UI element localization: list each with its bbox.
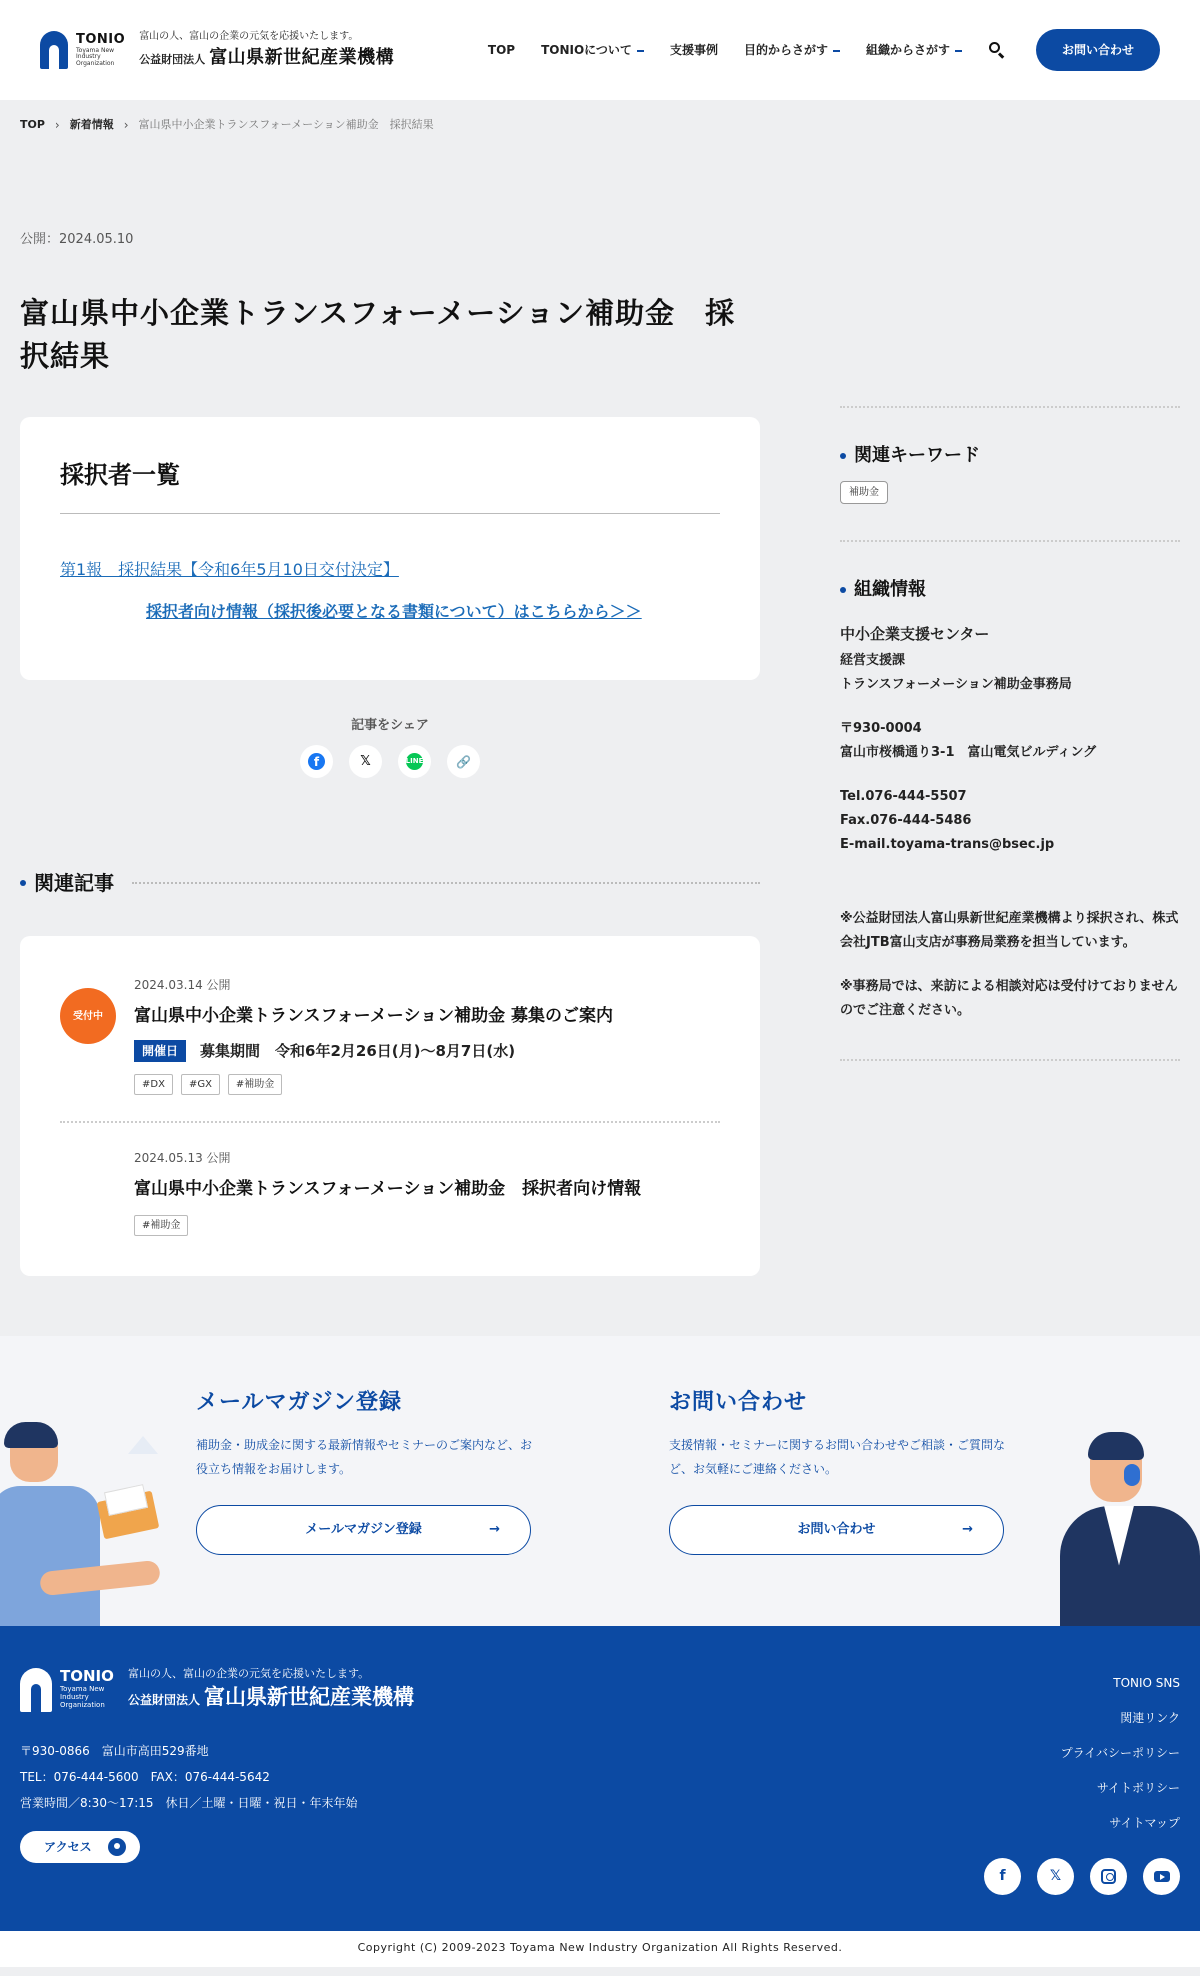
share-section xyxy=(20,716,760,779)
org-section xyxy=(840,542,1180,1061)
org-fax: Fax.076-444-5486 xyxy=(840,812,972,828)
footer-logo-en: TONIO xyxy=(60,1667,114,1686)
footer-tagline: 富山の人、富山の企業の元気を応援いたします。 xyxy=(128,1666,370,1680)
period-badge: 開催日 xyxy=(134,1040,186,1062)
logo-org-name: 富山県新世紀産業機構 xyxy=(209,47,395,68)
org-email: E-mail.toyama-trans@bsec.jp xyxy=(840,837,1055,853)
arrow-right-icon: → xyxy=(489,1521,500,1537)
nav-purpose[interactable]: 目的からさがす xyxy=(744,41,840,59)
org-name: 中小企業支援センター xyxy=(840,625,990,643)
list-item[interactable] xyxy=(60,976,720,1095)
period-text: 募集期間 令和6年2月26日(月)〜8月7日(水) xyxy=(200,1041,516,1060)
footer-link-related[interactable]: 関連リンク xyxy=(1120,1710,1180,1725)
related-list xyxy=(20,936,760,1276)
logo-en-sub: Toyama New Industry Organization xyxy=(76,46,115,67)
nav-top[interactable]: TOP xyxy=(487,43,516,57)
link-icon[interactable]: 🔗 xyxy=(447,745,480,778)
facebook-icon[interactable]: f xyxy=(984,1858,1021,1895)
logo-prefix: 公益財団法人 xyxy=(139,53,206,66)
contact-button[interactable]: お問い合わせ → xyxy=(669,1505,1004,1555)
chevron-down-icon xyxy=(833,50,840,52)
tag[interactable]: #補助金 xyxy=(228,1074,282,1095)
nav-about[interactable]: TONIOについて xyxy=(541,41,644,59)
bullet-dot-icon xyxy=(840,453,846,459)
access-button[interactable]: アクセス xyxy=(20,1831,140,1863)
nav-organization[interactable]: 組織からさがす xyxy=(866,41,962,59)
tonio-logo-icon xyxy=(40,31,68,69)
footer-links xyxy=(1061,1666,1180,1841)
newsletter-title: メールマガジン登録 xyxy=(196,1389,403,1415)
breadcrumb-current: 富山県中小企業トランスフォーメーション補助金 採択結果 xyxy=(138,117,434,131)
line-icon[interactable]: LINE xyxy=(398,745,431,778)
article-title: 富山県中小企業トランスフォーメーション補助金 採択者向け情報 xyxy=(134,1179,642,1199)
nav-cases[interactable]: 支援事例 xyxy=(669,43,718,57)
org-note: ※公益財団法人富山県新世紀産業機構より採択され、株式会社JTB富山支店が事務局業務を担当しています。 xyxy=(840,911,1179,951)
org-zip: 〒930-0004 xyxy=(840,720,922,736)
youtube-icon[interactable] xyxy=(1143,1858,1180,1895)
keyword-tag[interactable]: 補助金 xyxy=(840,481,888,504)
header-contact-button[interactable]: お問い合わせ xyxy=(1036,29,1160,71)
instagram-icon[interactable] xyxy=(1090,1858,1127,1895)
footer-link-site-policy[interactable]: サイトポリシー xyxy=(1096,1780,1180,1795)
global-nav xyxy=(488,29,1160,71)
article-card xyxy=(20,417,760,680)
org-tel: Tel.076-444-5507 xyxy=(840,788,967,804)
breadcrumb-top[interactable]: TOP xyxy=(20,117,45,131)
footer-sns xyxy=(984,1858,1180,1895)
footer-tel: TEL：076-444-5600 FAX：076-444-5642 xyxy=(20,1769,270,1784)
footer-address xyxy=(20,1738,1180,1817)
newsletter-button[interactable]: メールマガジン登録 → xyxy=(196,1505,531,1555)
page-title: 富山県中小企業トランスフォーメーション補助金 採択結果 xyxy=(20,295,736,373)
contact-block xyxy=(669,1386,1009,1555)
divider xyxy=(60,1121,720,1123)
adoptee-info-link[interactable]: 採択者向け情報（採択後必要となる書類について）はこちらから＞＞ xyxy=(146,601,642,621)
operator-illustration xyxy=(1060,1436,1200,1626)
logo-tagline: 富山の人、富山の企業の元気を応援いたします。 xyxy=(139,31,359,42)
main-content xyxy=(0,150,1200,1276)
bullet-dot-icon xyxy=(20,880,26,886)
x-icon[interactable]: 𝕏 xyxy=(349,745,382,778)
footer-logo[interactable] xyxy=(20,1666,1180,1714)
org-note: ※事務局では、来訪による相談対応は受付けておりませんのでご注意ください。 xyxy=(840,979,1178,1019)
bullet-dot-icon xyxy=(840,587,846,593)
contact-title: お問い合わせ xyxy=(669,1389,808,1415)
article-date: 2024.03.14 公開 xyxy=(134,978,231,992)
divider xyxy=(132,882,760,884)
footer-org-name: 富山県新世紀産業機構 xyxy=(204,1685,415,1709)
org-title: 組織情報 xyxy=(854,579,926,600)
keywords-title: 関連キーワード xyxy=(854,445,980,466)
footer-hours: 営業時間／8:30〜17:15 休日／土曜・日曜・祝日・年末年始 xyxy=(20,1796,358,1811)
tag[interactable]: #DX xyxy=(134,1074,173,1095)
result-link[interactable]: 第1報 採択結果【令和6年5月10日交付決定】 xyxy=(60,559,399,579)
search-icon[interactable] xyxy=(988,41,1006,59)
newsletter-block xyxy=(196,1386,536,1555)
breadcrumb xyxy=(0,100,1200,150)
footer-prefix: 公益財団法人 xyxy=(128,1693,201,1707)
site-footer xyxy=(0,1626,1200,1931)
chevron-down-icon xyxy=(955,50,962,52)
status-badge: 受付中 xyxy=(60,988,116,1044)
site-logo[interactable] xyxy=(40,29,394,71)
related-heading xyxy=(20,868,760,898)
chevron-right-icon: › xyxy=(54,118,60,132)
tag[interactable]: #補助金 xyxy=(134,1215,188,1236)
org-info xyxy=(840,621,1180,857)
footer-link-sns[interactable]: TONIO SNS xyxy=(1113,1675,1180,1690)
x-icon[interactable]: 𝕏 xyxy=(1037,1858,1074,1895)
org-dept: 経営支援課 xyxy=(840,652,906,668)
logo-en: TONIO xyxy=(76,31,126,47)
share-label: 記事をシェア xyxy=(351,717,429,733)
contact-desc: 支援情報・セミナーに関するお問い合わせやご相談・ご質問など、お気軽にご連絡ください。 xyxy=(669,1437,1006,1476)
tag[interactable]: #GX xyxy=(181,1074,220,1095)
footer-address-line: 〒930-0866 富山市高田529番地 xyxy=(20,1743,209,1758)
org-dept: トランスフォーメーション補助金事務局 xyxy=(840,676,1072,692)
chevron-right-icon: › xyxy=(123,118,129,132)
related-title: 関連記事 xyxy=(34,871,114,895)
article-date: 2024.05.13 公開 xyxy=(134,1151,231,1165)
cta-section xyxy=(0,1336,1200,1626)
list-item[interactable] xyxy=(60,1149,720,1236)
sidebar xyxy=(840,150,1180,1276)
org-address: 富山市桜橋通り3-1 富山電気ビルディング xyxy=(840,744,1097,760)
article-title: 富山県中小企業トランスフォーメーション補助金 募集のご案内 xyxy=(134,1006,614,1026)
article-column xyxy=(20,150,760,1276)
footer-link-privacy[interactable]: プライバシーポリシー xyxy=(1060,1745,1180,1760)
newsletter-desc: 補助金・助成金に関する最新情報やセミナーのご案内など、お役立ち情報をお届けします。 xyxy=(196,1437,533,1476)
chevron-down-icon xyxy=(637,50,644,52)
mail-person-illustration xyxy=(0,1426,170,1626)
tonio-logo-icon xyxy=(20,1668,52,1712)
site-header xyxy=(0,0,1200,100)
footer-logo-en-sub: Toyama New Industry Organization xyxy=(60,1685,105,1709)
card-heading: 採択者一覧 xyxy=(60,457,720,514)
map-pin-icon xyxy=(108,1838,126,1856)
footer-link-sitemap[interactable]: サイトマップ xyxy=(1109,1815,1180,1830)
copyright: Copyright (C) 2009-2023 Toyama New Industry Organization All Rights Reserved. xyxy=(0,1931,1200,1967)
breadcrumb-news[interactable]: 新着情報 xyxy=(69,117,114,131)
arrow-right-icon: → xyxy=(962,1521,973,1537)
facebook-icon[interactable]: f xyxy=(300,745,333,778)
publish-date: 公開：2024.05.10 xyxy=(20,232,134,247)
keywords-section xyxy=(840,408,1180,542)
